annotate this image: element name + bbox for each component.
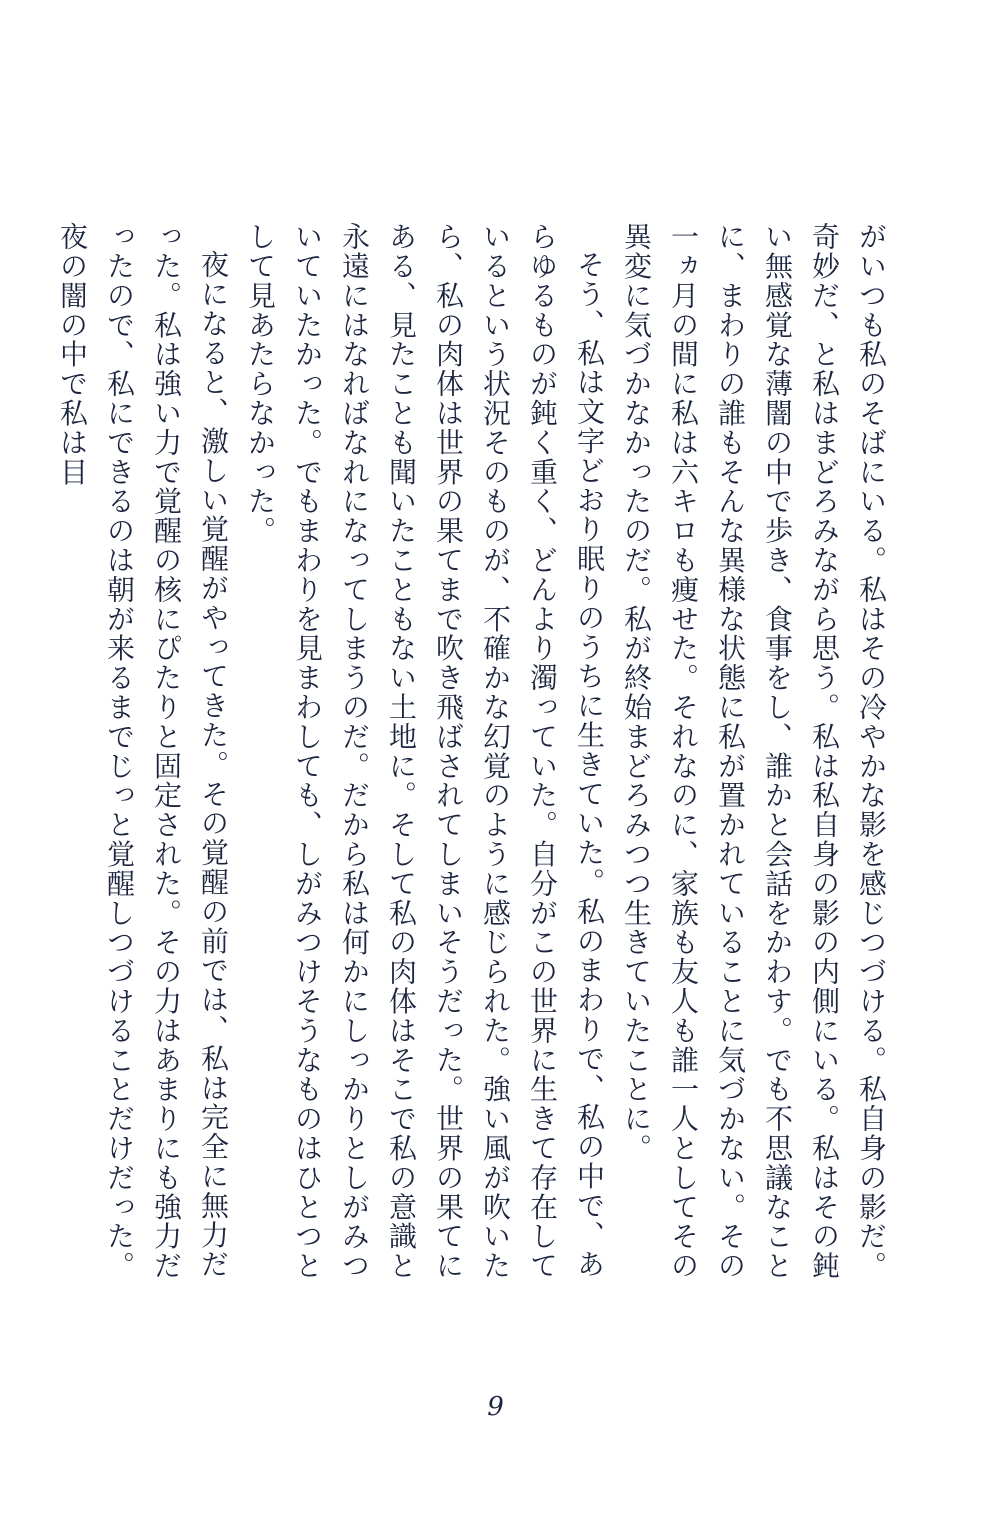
page-number: 9 [487,1392,504,1422]
paragraph-2: そう、私は文字どおり眠りのうちに生きていた。私のまわりで、私の中で、あらゆるものが鈍く重く、どんより濁っていた。自分がこの世界に生きて存在しているという状況そのものが、不確かな幻覚のように感じられた。強い風が吹いたら、私の肉体は世界の果てまで吹き飛ばされてしまいそうだった。世界の果てにある、見たことも聞いたこともない土地に。そして私の肉体はそこで私の意識と永遠にはなればなれになってしまうのだ。だから私は何かにしっかりとしがみついていたかった。でもまわりを見まわしても、しがみつけそうなものはひとつとして見あたらなかった。 [244,222,606,1281]
paragraph-1: がいつも私のそばにいる。私はその冷やかな影を感じつづける。私自身の影だ。奇妙だ、と私はまどろみながら思う。私は私自身の影の内側にいる。私はその鈍い無感覚な薄闇の中で歩き、食事をし、誰かと会話をかわす。でも不思議なことに、まわりの誰もそんな異様な状態に私が置かれていることに気づかない。その一ヵ月の間に私は六キロも痩せた。それなのに、家族も友人も誰一人としてその異変に気づかなかったのだ。私が終始まどろみつつ生きていたことに。 [620,222,888,1281]
paragraph-3: 夜になると、激しい覚醒がやってきた。その覚醒の前では、私は完全に無力だった。私は強い力で覚醒の核にぴたりと固定された。その力はあまりにも強力だったので、私にできるのは朝が来るまでじっと覚醒しつづけることだけだった。夜の闇の中で私は目 [56,222,230,1281]
vertical-text-body [49,222,895,1282]
